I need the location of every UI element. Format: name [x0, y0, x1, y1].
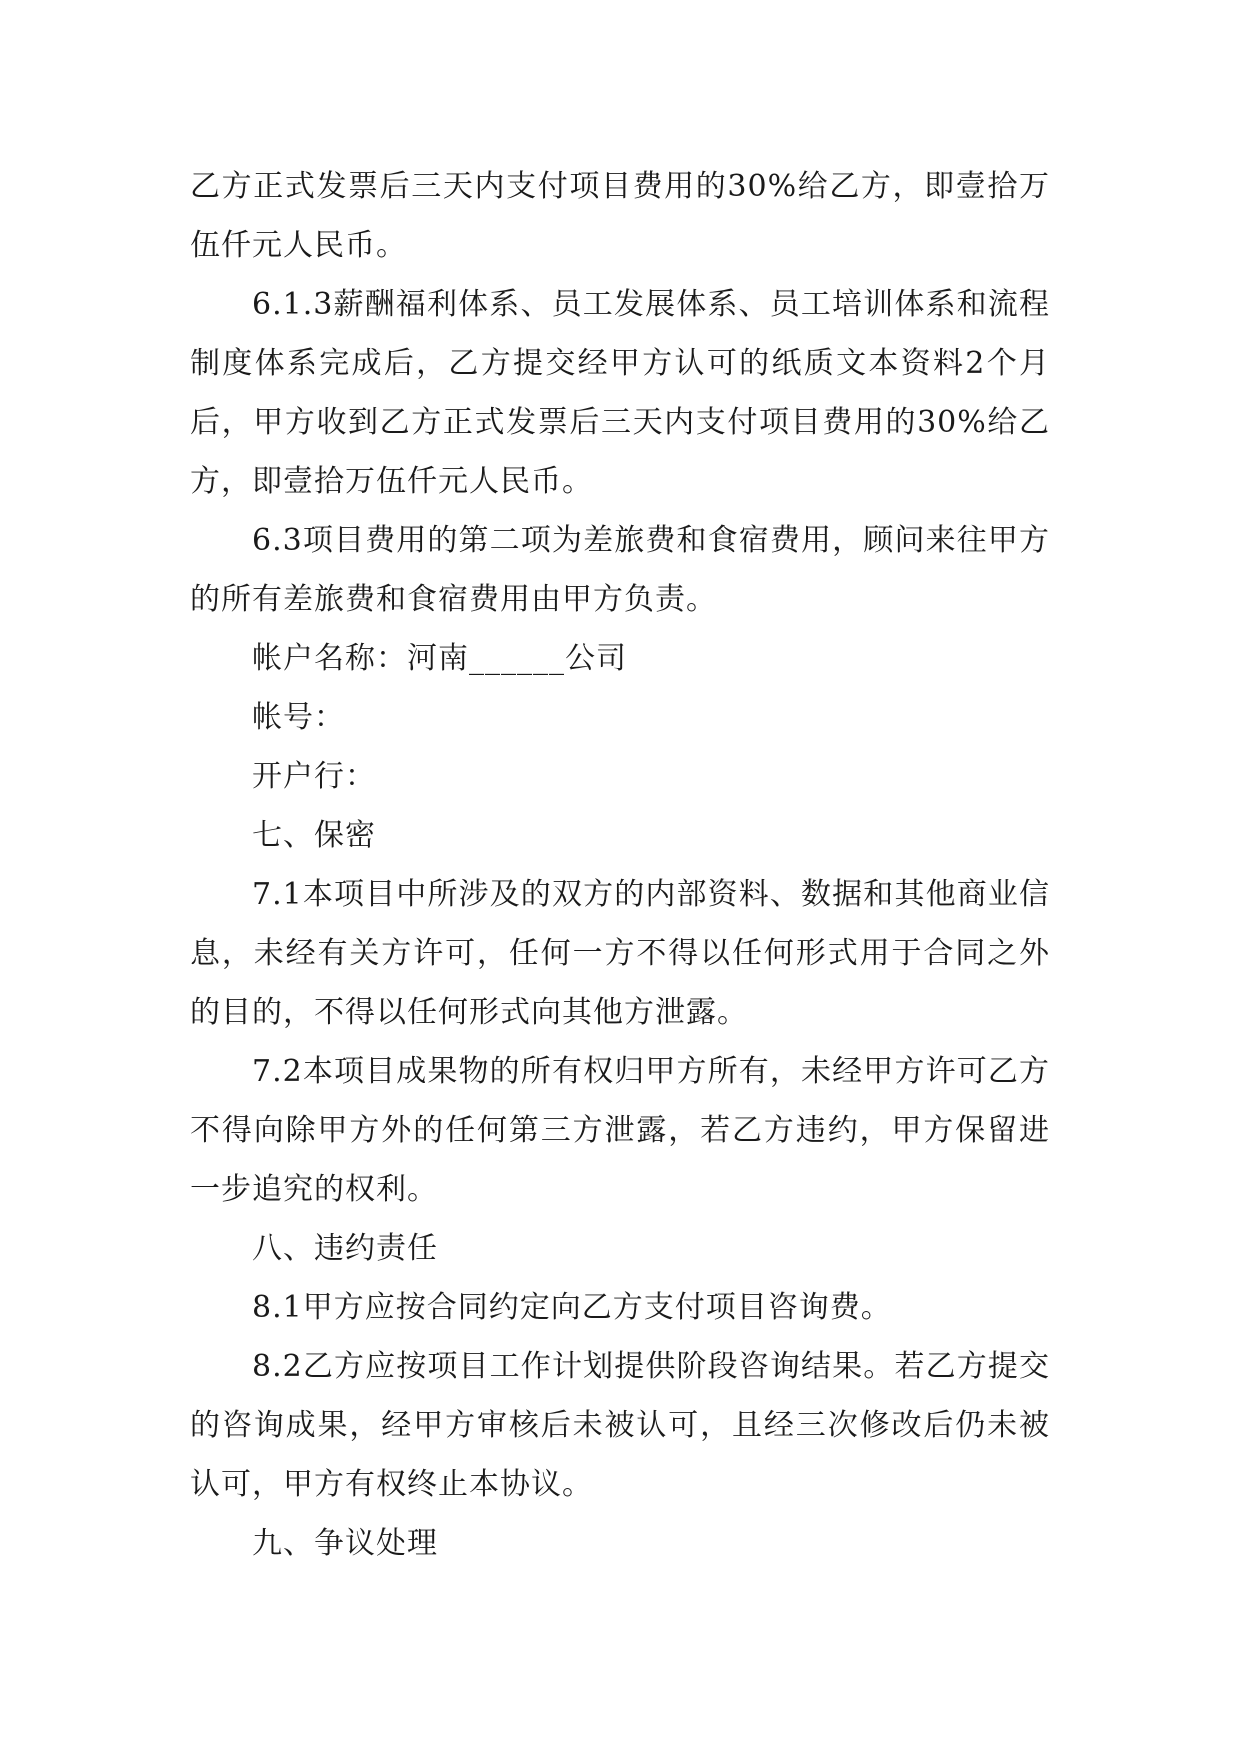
account-name: 帐户名称：河南______公司	[252, 641, 627, 676]
clause-8-2: 8.2乙方应按项目工作计划提供阶段咨询结果。若乙方提交的咨询成果，经甲方审核后未被认可，且经三次修改后仍未被认可，甲方有权终止本协议。	[190, 1349, 1050, 1502]
clause-7-1: 7.1本项目中所涉及的双方的内部资料、数据和其他商业信息，未经有关方许可，任何一方不得以任何形式用于合同之外的目的，不得以任何形式向其他方泄露。	[190, 877, 1050, 1030]
section-7-heading: 七、保密	[252, 818, 376, 853]
document-body	[190, 157, 1050, 1573]
clause-6-3: 6.3项目费用的第二项为差旅费和食宿费用，顾问来往甲方的所有差旅费和食宿费用由甲方负责。	[190, 523, 1050, 617]
clause-6-1-3: 6.1.3薪酬福利体系、员工发展体系、员工培训体系和流程制度体系完成后，乙方提交经甲方认可的纸质文本资料2个月后，甲方收到乙方正式发票后三天内支付项目费用的30%给乙方，即壹拾万伍仟元人民币。	[190, 287, 1050, 499]
section-8-heading: 八、违约责任	[252, 1231, 438, 1266]
bank-name: 开户行：	[252, 759, 376, 794]
clause-7-2: 7.2本项目成果物的所有权归甲方所有，未经甲方许可乙方不得向除甲方外的任何第三方泄露，若乙方违约，甲方保留进一步追究的权利。	[190, 1054, 1050, 1207]
account-number: 帐号：	[252, 700, 345, 735]
clause-8-1: 8.1甲方应按合同约定向乙方支付项目咨询费。	[252, 1290, 892, 1325]
section-9-heading: 九、争议处理	[252, 1526, 438, 1561]
para-payment-continued: 乙方正式发票后三天内支付项目费用的30%给乙方，即壹拾万伍仟元人民币。	[190, 169, 1050, 263]
